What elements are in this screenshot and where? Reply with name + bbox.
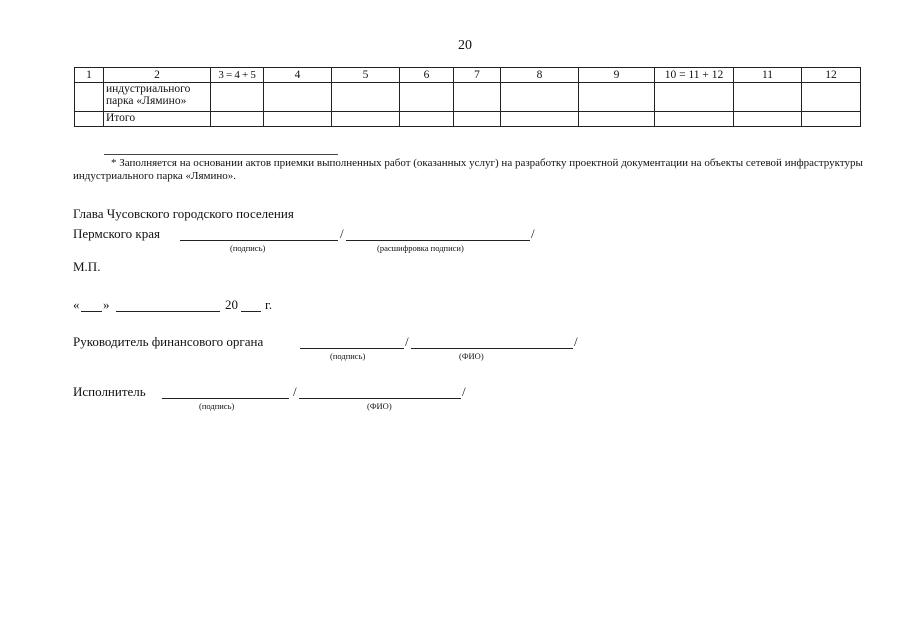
table-cell bbox=[211, 112, 264, 127]
column-header: 3 = 4 + 5 bbox=[211, 68, 264, 83]
column-header: 1 bbox=[75, 68, 104, 83]
slash: / bbox=[405, 334, 409, 349]
table-cell bbox=[454, 83, 501, 112]
head-rasshifrovka-label: (расшифровка подписи) bbox=[377, 243, 464, 253]
page-number: 20 bbox=[458, 38, 472, 53]
table-cell bbox=[400, 83, 454, 112]
date-year: 20 bbox=[225, 297, 238, 312]
table-cell bbox=[264, 83, 332, 112]
table-cell bbox=[655, 112, 734, 127]
column-header: 8 bbox=[501, 68, 579, 83]
finance-name-line bbox=[411, 348, 573, 349]
column-header: 9 bbox=[579, 68, 655, 83]
table-cell bbox=[75, 112, 104, 127]
table-cell bbox=[501, 112, 579, 127]
date-year-line bbox=[241, 311, 261, 312]
table-cell bbox=[454, 112, 501, 127]
table-cell bbox=[332, 112, 400, 127]
date-close-quote: » bbox=[103, 297, 110, 312]
slash: / bbox=[462, 384, 466, 399]
table-cell bbox=[400, 112, 454, 127]
stamp-place: М.П. bbox=[73, 259, 101, 274]
finance-podpis-label: (подпись) bbox=[330, 351, 366, 361]
head-title: Глава Чусовского городского поселения bbox=[73, 206, 294, 221]
date-month-line bbox=[116, 311, 220, 312]
executor-label: Исполнитель bbox=[73, 384, 146, 399]
head-podpis-label: (подпись) bbox=[230, 243, 266, 253]
column-header: 6 bbox=[400, 68, 454, 83]
table-cell bbox=[802, 112, 861, 127]
head-region: Пермского края bbox=[73, 226, 160, 241]
column-header: 11 bbox=[734, 68, 802, 83]
table-cell bbox=[734, 112, 802, 127]
footnote-rule bbox=[104, 154, 338, 155]
column-header: 10 = 11 + 12 bbox=[655, 68, 734, 83]
executor-podpis-label: (подпись) bbox=[199, 401, 235, 411]
summary-table bbox=[74, 67, 861, 127]
finance-signature-line bbox=[300, 348, 404, 349]
slash: / bbox=[531, 226, 535, 241]
column-header: 5 bbox=[332, 68, 400, 83]
table-cell bbox=[211, 83, 264, 112]
slash: / bbox=[574, 334, 578, 349]
finance-fio-label: (ФИО) bbox=[459, 351, 484, 361]
footnote: * Заполняется на основании актов приемки выполненных работ (оказанных услуг) на разработку проектной документации на объекты сетевой инфраструктуры индустриального парка «Лямино». bbox=[73, 157, 863, 182]
table-row bbox=[75, 83, 861, 112]
head-name-line bbox=[346, 240, 530, 241]
table-cell bbox=[655, 83, 734, 112]
executor-signature-line bbox=[162, 398, 289, 399]
date-suffix: г. bbox=[265, 297, 273, 312]
date-day-line bbox=[81, 311, 102, 312]
table-cell bbox=[579, 112, 655, 127]
table-cell bbox=[501, 83, 579, 112]
column-header: 2 bbox=[104, 68, 211, 83]
executor-fio-label: (ФИО) bbox=[367, 401, 392, 411]
slash: / bbox=[340, 226, 344, 241]
table-cell bbox=[579, 83, 655, 112]
column-header: 7 bbox=[454, 68, 501, 83]
finance-head-label: Руководитель финансового органа bbox=[73, 334, 264, 349]
slash: / bbox=[293, 384, 297, 399]
table-cell bbox=[264, 112, 332, 127]
column-header: 4 bbox=[264, 68, 332, 83]
row-name-cell: индустриального парка «Лямино» bbox=[104, 83, 211, 112]
table-row bbox=[75, 112, 861, 127]
table-cell bbox=[734, 83, 802, 112]
head-signature-line bbox=[180, 240, 338, 241]
table-cell bbox=[802, 83, 861, 112]
date-open-quote: « bbox=[73, 297, 80, 312]
table-cell bbox=[332, 83, 400, 112]
executor-name-line bbox=[299, 398, 461, 399]
table-cell bbox=[75, 83, 104, 112]
column-header: 12 bbox=[802, 68, 861, 83]
row-name-cell: Итого bbox=[104, 112, 211, 127]
table-header-row bbox=[75, 68, 861, 83]
